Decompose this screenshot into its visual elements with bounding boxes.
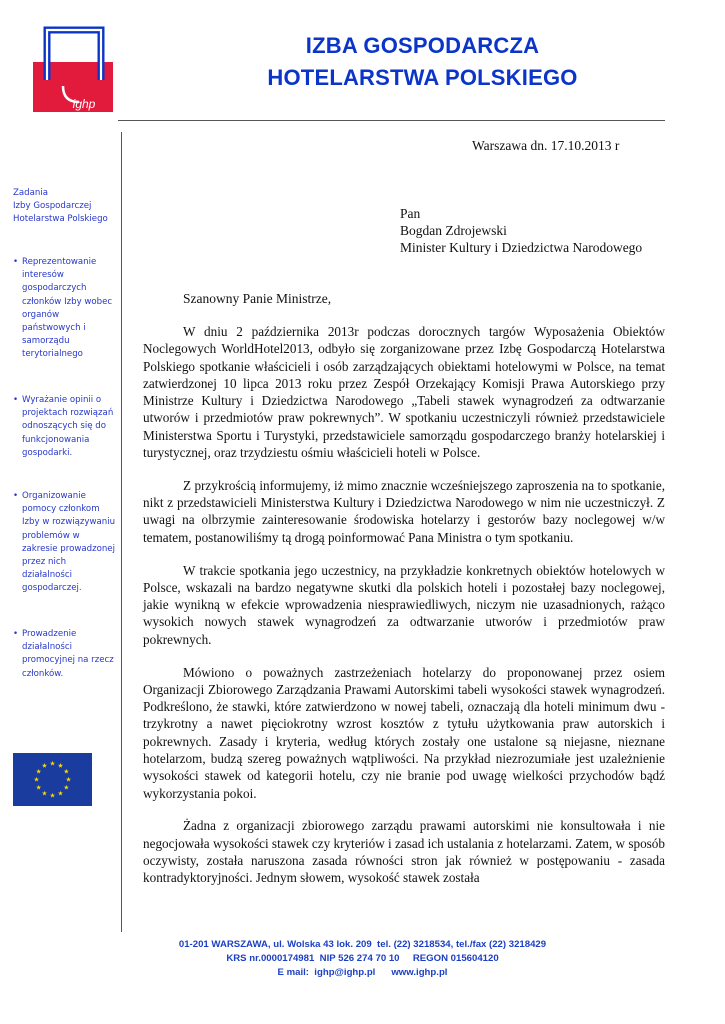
sidebar-item-line: promocyjnej na rzecz [22, 655, 114, 666]
footer-registry: KRS nr.0000174981 NIP 526 274 70 10 REGON 015604120 [226, 953, 499, 964]
salutation: Szanowny Panie Ministrze, [183, 291, 332, 306]
sidebar-item-line: członków. [22, 668, 64, 679]
sidebar-item-line: Prowadzenie [22, 629, 77, 639]
sidebar-item-line: pomocy członkom [22, 504, 100, 515]
sidebar-item-line: Izby w rozwiązywaniu [22, 517, 116, 528]
bullet-icon: • [13, 629, 19, 639]
org-name-line-2: HOTELARSTWA POLSKIEGO [267, 65, 578, 90]
sidebar-heading-line: Hotelarstwa Polskiego [13, 214, 108, 225]
sidebar-item-representation [13, 256, 121, 362]
sidebar-item-line: funkcjonowania [22, 434, 90, 445]
footer-contact [0, 938, 725, 980]
sidebar-item-line: działalności [22, 642, 73, 653]
sidebar-item-line: Wyrażanie opinii o [22, 395, 102, 405]
body-paragraph: Z przykrością informujemy, iż mimo znacznie wcześniejszego zaproszenia na to spotkanie, nikt z przedstawicieli Ministerstwa Kultury i Dziedzictwa Narodowego w nim nie uczestniczył. Z uwagi na olbrzymie zainteresowanie środowiska hotelarzy i gestorów bazy noclegowej w/w tematem, postanowiliśmy tą drogą poinformować Pana Ministra o tym spotkaniu. [143, 477, 665, 545]
sidebar-item-line: interesów [22, 270, 64, 281]
sidebar-item-line: gospodarczej. [22, 583, 82, 594]
sidebar-item-line: odnoszących się do [22, 421, 106, 432]
sidebar-item-line: Organizowanie [22, 491, 86, 501]
bullet-icon: • [13, 395, 19, 405]
organization-title [150, 30, 695, 94]
sidebar-item-opinions [13, 394, 121, 460]
sidebar-item-line: Reprezentowanie [22, 257, 97, 267]
sidebar-item-line: samorządu [22, 336, 70, 347]
org-name-line-1: IZBA GOSPODARCZA [305, 33, 540, 58]
header-divider [118, 120, 665, 121]
addressee-line: Pan [400, 206, 421, 221]
letter-date: Warszawa dn. 17.10.2013 r [472, 138, 620, 153]
sidebar-heading [13, 187, 121, 227]
letter-body [143, 323, 665, 902]
sidebar-item-assistance [13, 490, 121, 596]
bullet-icon: • [13, 257, 19, 267]
sidebar-item-line: problemów w [22, 530, 80, 541]
body-paragraph: W dniu 2 października 2013r podczas dorocznych targów Wyposażenia Obiektów Noclegowych WorldHotel2013, odbyło się zorganizowane przez Izbę Gospodarczą Hotelarstwa Polskiego spotkanie właścicieli i osób zarządzających obiektami hotelowymi w Polsce, na temat zatwierdzonej 10 lipca 2013 roku przez Zespół Orzekający Komisji Prawa Autorskiego przy Ministrze Kultury i Dziedzictwa Narodowego „Tabeli stawek wynagrodzeń za odtwarzanie utworów i przedmiotów praw pokrewnych”. W spotkaniu uczestniczyli również przedstawiciele Ministerstwa Sportu i Turystyki, przedstawiciele samorządu gospodarczego branży hotelarskiej i turystycznej, oraz trzydziestu ośmiu właścicieli hoteli w Polsce. [143, 324, 665, 461]
sidebar-item-line: państwowych i [22, 323, 86, 334]
sidebar-item-line: zakresie prowadzonej [22, 543, 115, 554]
sidebar-item-line: organów [22, 309, 60, 320]
addressee-line: Minister Kultury i Dziedzictwa Narodowego [400, 240, 643, 255]
addressee-block [400, 205, 642, 256]
sidebar-heading-line: Izby Gospodarczej [13, 201, 92, 212]
footer-email-web: E mail: ighp@ighp.pl www.ighp.pl [277, 967, 448, 978]
sidebar-item-line: terytorialnego [22, 349, 83, 360]
ighp-logo [33, 22, 113, 112]
sidebar-item-line: projektach rozwiązań [22, 408, 114, 419]
sidebar-item-line: członków Izby wobec [22, 296, 113, 307]
body-paragraph: W trakcie spotkania jego uczestnicy, na przykładzie konkretnych obiektów hotelowych w Polsce, wskazali na bardzo negatywne skutki dla polskich hoteli i pozostałej bazy noclegowej, jakie wynikną w efekcie wprowadzenia niesprawiedliwych, niczym nie uzasadnionych, rażąco wysokich nowych stawek wynagrodzeń za odtwarzanie utworów i przedmiotów praw pokrewnych. [143, 562, 665, 647]
sidebar-item-line: przez nich [22, 557, 67, 568]
sidebar-item-line: gospodarczych [22, 283, 87, 294]
eu-flag-icon [13, 753, 92, 806]
sidebar-item-line: działalności [22, 570, 73, 581]
sidebar-divider [121, 132, 122, 932]
body-paragraph: Mówiono o poważnych zastrzeżeniach hotelarzy do proponowanej przez osiem Organizacji Zbiorowego Zarządzania Prawami Autorskimi tabeli wysokości stawek wynagrodzeń. Podkreślono, że stawki, które zatwierdzono w nowej tabeli, oznaczają dla hoteli minimum dwu - trzykrotny a nawet pięciokrotny wzrost kosztów z tytułu użytkowania praw autorskich i pokrewnych. Zasady i kryteria, według których zostały one ustalone są niejasne, nieznane hotelarzom, budzą szereg poważnych wątpliwości. Na przykład niezrozumiałe jest uzależnienie wysokości stawek od kategorii hotelu, czy nie branie pod uwagę wielkości przychodów bądź wykorzystania pokoi. [143, 664, 665, 801]
sidebar-heading-line: Zadania [13, 188, 48, 198]
addressee-line: Bogdan Zdrojewski [400, 223, 507, 238]
footer-address: 01-201 WARSZAWA, ul. Wolska 43 lok. 209 tel. (22) 3218534, tel./fax (22) 3218429 [178, 939, 547, 950]
sidebar-item-line: gospodarki. [22, 447, 73, 458]
sidebar-item-promotion [13, 628, 121, 681]
logo-wordmark: ighp [72, 97, 96, 111]
body-paragraph: Żadna z organizacji zbiorowego zarządu prawami autorskimi nie konsultowała i nie negocjowała wysokości stawek czy kryteriów i zasad ich ustalania z hotelarzami. Zatem, w sposób oczywisty, została naruszona zasada równości stron jak również w postępowaniu - zasada kontradyktoryjności. Jednym słowem, wysokość stawek została [143, 818, 665, 886]
bullet-icon: • [13, 491, 19, 501]
